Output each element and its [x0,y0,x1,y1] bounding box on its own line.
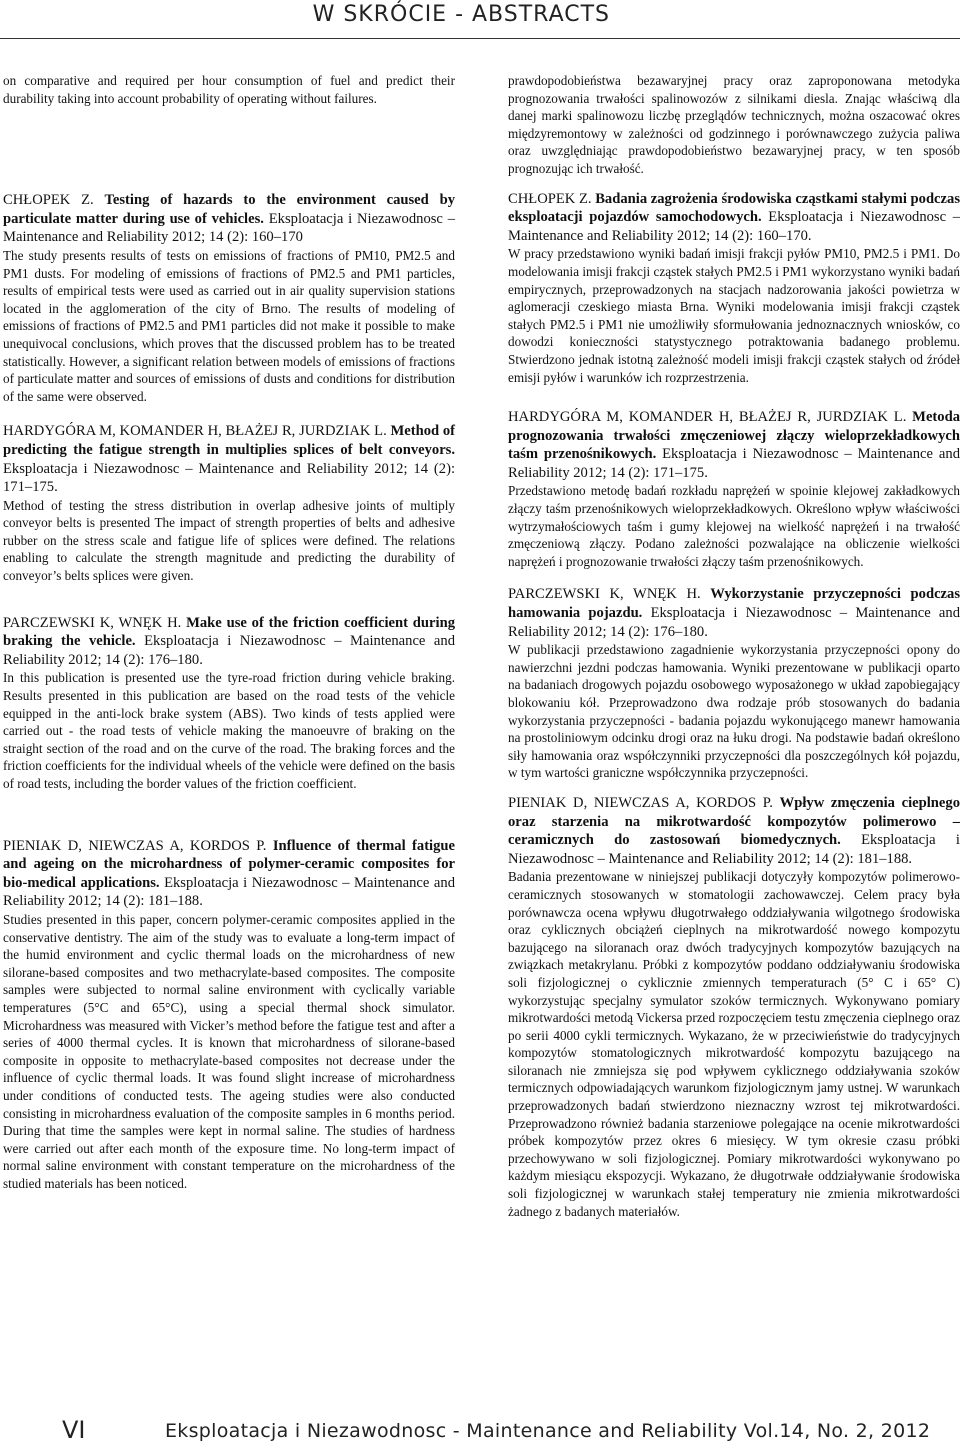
citation [508,408,960,482]
source: Eksploatacja i Niezawodnosc – Maintenance and Reliability 2012; 14 (2): 171–175. [508,446,960,481]
abstract-entry-pieniak [508,794,960,1220]
right-column [508,72,960,1220]
source: Eksploatacja i Niezawodnosc – Maintenance and Reliability 2012; 14 (2): 176–180. [508,605,960,640]
authors: PIENIAK D, NIEWCZAS A, KORDOS P. [3,837,267,854]
abstract-text: W publikacji przedstawiono zagadnienie wykorzystania przyczepności opony do nawierzchni jezdni podczas hamowania. Wyniki prezentowane w publikacji oparto na badaniach drogowych pojazdu osobowego wyposażonego w układ zapobiegający blokowaniu kół. Przeprowadzono dwa rodzaje prób stosowanych do badania wykorzystania przyczepności - badania pojazdu wykonującego manewr hamowania na prostoliniowym odcinku drogi oraz na łuku drogi. Na podstawie badań określono siły hamowania oraz współczynniki przyczepności dla poszczególnych kół pojazdu, w tym wartości graniczne współczynnika przyczepności. [508,642,960,781]
article-title: Metoda prognozowania trwałości zmęczeniowej złączy wieloprzekładkowych taśm przenośnikowych. [508,409,960,463]
citation [508,585,960,641]
abstract-text: Przedstawiono metodę badań rozkładu naprężeń w spoinie klejowej zakładkowych złączy taśm przenośnikowych wieloprzekładkowych. Określono wpływ właściwości wytrzymałościowych taśm i gumy klejowej na wielkość naprężeń i na trwałość zmęczeniową złączy. Podano zależności pozwalające na obliczenie wielkości naprężeń i prognozowanie trwałości złączy taśm przenośnikowych. [508,483,960,569]
source: Eksploatacja i Niezawodnosc – Maintenance and Reliability 2012; 14 (2): 160–170. [508,209,960,244]
left-column [3,72,455,1192]
abstract-entry-chlopek [3,191,455,405]
abstract-entry-parczewski [3,614,455,793]
header-rule [0,38,960,39]
abstract-entry-parczewski [508,585,960,782]
authors: CHŁOPEK Z. [508,190,592,207]
authors: HARDYGÓRA M, KOMANDER H, BŁAŻEJ R, JURDZIAK L. [508,409,907,426]
authors: HARDYGÓRA M, KOMANDER H, BŁAŻEJ R, JURDZIAK L. [3,423,387,440]
article-title: Wykorzystanie przyczepności podczas hamowania pojazdu. [508,586,960,622]
abstract-text: Method of testing the stress distribution in overlap adhesive joints of multiply conveyor belts is presented The impact of strength properties of belts and adhesive rubber on the stress scale and fatigue life of splices were defined. The relations enabling to calculate the strength magnitude and predicting the durability of conveyor’s belts splices were given. [3,497,455,584]
authors: PARCZEWSKI K, WNĘK H. [508,586,701,603]
abstract-text: In this publication is presented use the tyre-road friction during vehicle braking. Results presented in this publication are based on the road tests of the vehicle equipped in the anti-lock brake system (ABS). Two kinds of tests applied were carried out - the road tests of vehicle making the manoeuvre of braking on the straight section of the road and on the curve of the road. The braking forces and the friction coefficients for the individual wheels of the vehicle were defined on the basis of road tests, including the border values of the friction coefficient. [3,670,455,791]
citation [3,422,455,496]
citation [3,191,455,247]
authors: PIENIAK D, NIEWCZAS A, KORDOS P. [508,794,773,811]
article-title: Make use of the friction coefficient during braking the vehicle. [3,614,455,650]
article-title: Testing of hazards to the environment caused by particulate matter during use of vehicles. [3,192,455,227]
continued-abstract-text: prawdopodobieństwa bezawaryjnej pracy oraz zaproponowana metodyka prognozowania trwałości spalinowozów z silnikami diesla. Znając właściwą dla danej marki spalinowozu liczbę przeglądów technicznych, można oszacować okres międzyremontowy w zależności od godzinnego i porównawczego zużycia paliwa oraz uwzględniając prawdopodobieństwo bezawaryjnej pracy, w ten sposób prognozując ich trwałość. [508,73,960,176]
abstract-text: Studies presented in this paper, concern polymer-ceramic composites applied in the conservative dentistry. The aim of the study was to evaluate a long-term impact of the humid environment and cyclic thermal loads on the microhardness of new silorane-based composites and two methacrylate-based composites. The composite samples were subjected to normal saline environment with cyclically variable temperatures (5°C and 65°C), using a special thermal shock simulator. Microhardness was measured with Vicker’s method before the fatigue test and after a series of 4000 thermal cycles. It is known that microhardness of silorane-based composite in opposite to methacrylate-based composites not decrease under the influence of cyclic thermal loads. It was found slight increase of microhardness under conditions of conducted tests. The ageing studies were also conducted consisting in microhardness evaluation of the composite samples in 6 months period. During that time the samples were kept in normal saline. The studies of hardness were carried out after each month of the exposure time. No long-term impact of normal saline environment with constant temperature on the microhardness of the studied materials has been noticed. [3,911,455,1191]
page-number: VI [62,1416,86,1444]
source: Eksploatacja i Niezawodnosc – Maintenance and Reliability 2012; 14 (2): 160–170 [3,210,456,246]
source: Eksploatacja i Niezawodnosc – Maintenance and Reliability 2012; 14 (2): 171–175. [3,460,455,496]
article-title: Influence of thermal fatigue and ageing on the microhardness of polymer-ceramic composites for bio-medical applications. [3,837,455,891]
authors: PARCZEWSKI K, WNĘK H. [3,614,182,631]
citation [3,614,455,670]
continued-abstract-text: on comparative and required per hour consumption of fuel and predict their durability taking into account probability of operating without failures. [3,73,455,106]
source: Eksploatacja i Niezawodnosc – Maintenance and Reliability 2012; 14 (2): 181–188. [3,874,455,910]
abstract-text: W pracy przedstawiono wyniki badań imisji frakcji pyłów PM10, PM2.5 i PM1. Do modelowania imisji frakcji cząstek stałych PM2.5 i PM1 wykorzystano wyniki badań empirycznych, przeprowadzonych na stacjach nadzorowania jakości powietrza w aglomeracji czeskiego miasta Brna. Wyniki modelowania imisji frakcji cząstek stałych PM2.5 i PM1 nie umożliwiły sformułowania jednoznacznych wniosków, co dowodzi konieczności statystycznego potraktowania badanego problemu. Stwierdzono jednak istotną zależność modeli imisji frakcji cząstek stałych od źródeł emisji pyłów i warunków ich rozprzestrzenia. [508,246,960,385]
journal-footer: Eksploatacja i Niezawodnosc - Maintenance and Reliability Vol.14, No. 2, 2012 [165,1420,931,1442]
abstract-entry-pieniak [3,837,455,1193]
citation [3,837,455,911]
abstract-text: Badania prezentowane w niniejszej publikacji dotyczyły kompozytów polimerowo-ceramicznych stosowanych w stomatologii zachowawczej. Celem pracy była porównawcza ocena wpływu długotrwałego oddziaływania wilgotnego środowiska oraz cyklicznych obciążeń cieplnych na mikrotwardość nowego kompozytu bazującego na siloranach oraz dwóch tradycyjnych kompozytów bazujących na związkach metakrylanu. Próbki z kompozytów poddano oddziaływaniu środowiska soli fizjologicznej o cyklicznie zmiennych temperaturach (5° C i 65° C) wykorzystując specjalny symulator szoków termicznych. Wykonywano pomiary mikrotwardości metodą Vickersa przed rozpoczęciem testu zmęczenia cieplnego oraz po serii 4000 cykli termicznych. Wykazano, że w przeciwieństwie do tradycyjnych kompozytów stomatologicznych mikrotwardość kompozytu bazującego na siloranach nie zmniejsza się pod wpływem cyklicznego oddziaływania szoków termicznych odpowiadających warunkom fizjologicznym jamy ustnej. W warunkach przeprowadzonych badań stwierdzono nieznaczny wzrost tej mikrotwardości. Przeprowadzono również badania starzeniowe polegające na ocenie mikrotwardości próbek kompozytów przez okres 6 miesięcy. W tym okresie czasu próbki przechowywano w soli fizjologicznej. Pomiary mikrotwardości wykonywano po każdym miesiącu ekspozycji. Wykazano, że długotrwałe oddziaływanie środowiska soli fizjologicznej w warunkach stałej temperatury nie zmienia mikrotwardości żadnego z badanych materiałów. [508,869,960,1219]
section-header: W SKRÓCIE - ABSTRACTS [312,2,610,27]
authors: CHŁOPEK Z. [3,192,94,209]
article-title: Badania zagrożenia środowiska cząstkami stałymi podczas eksploatacji pojazdów samochodowych. [508,190,960,226]
citation [508,190,960,246]
abstract-entry-hardygora [508,408,960,570]
abstract-entry-hardygora [3,422,455,584]
article-title: Wpływ zmęczenia cieplnego oraz starzenia na mikrotwardość kompozytów polimerowo – ceramicznych do zastosowań biomedycznych. [508,794,960,849]
citation [508,794,960,868]
source: Eksploatacja i Niezawodnosc – Maintenance and Reliability 2012; 14 (2): 176–180. [3,633,455,668]
abstract-text: The study presents results of tests on emissions of fractions of PM10, PM2.5 and PM1 dusts. For modeling of emissions of fractions of PM2.5 and PM1 particles, results of empirical tests were used as carried out in air quality supervision stations located in the agglomeration of the city of Brno. The results of modeling of emissions of fractions of PM2.5 and PM1 particles did not make it possible to make unequivocal conclusions, which proves that the discussed problem has to be treated statistically. However, a significant relation between models of emissions of fractions of particulate matter and sources of emissions of dusts and conditions for distribution of the same were observed. [3,247,455,404]
article-title: Method of predicting the fatigue strength in multiplies splices of belt conveyors. [3,423,456,458]
source: Eksploatacja i Niezawodnosc – Maintenance and Reliability 2012; 14 (2): 181–188. [508,832,960,867]
abstract-entry-chlopek [508,190,960,387]
